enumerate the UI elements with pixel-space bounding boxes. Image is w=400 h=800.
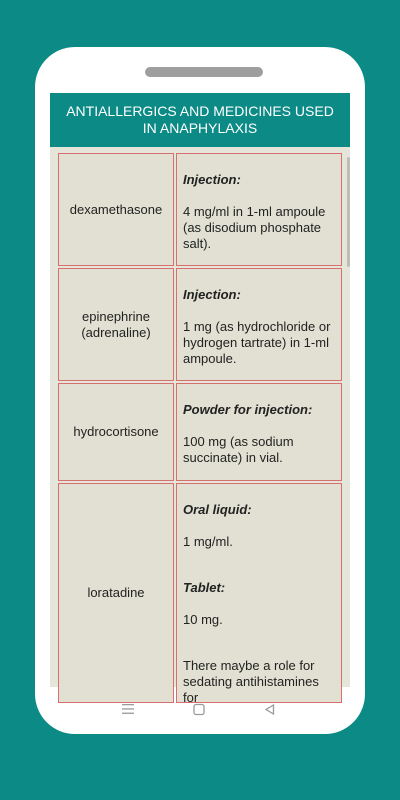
- table-row: [58, 383, 342, 481]
- medicine-name: hydrocortisone: [58, 383, 174, 481]
- medicine-details: [176, 153, 342, 266]
- medicine-name: epinephrine (adrenaline): [58, 268, 174, 381]
- navigation-bar: [35, 689, 365, 729]
- dosage-description: 4 mg/ml in 1-ml ampoule (as disodium phosphate salt).: [183, 204, 326, 251]
- scrollbar[interactable]: [347, 157, 350, 267]
- app-screen: [50, 93, 350, 705]
- table-row: [58, 268, 342, 381]
- dosage-form-label: Injection:: [183, 172, 241, 187]
- table-row: [58, 483, 342, 703]
- medicine-details: [176, 268, 342, 381]
- dosage-description: 1 mg (as hydrochloride or hydrogen tartrate) in 1-ml ampoule.: [183, 319, 331, 366]
- home-square-icon[interactable]: [192, 703, 206, 717]
- dosage-description: 1 mg/ml.: [183, 534, 233, 549]
- menu-icon[interactable]: [121, 703, 135, 715]
- medicine-table[interactable]: [50, 147, 350, 705]
- dosage-description: 10 mg.: [183, 612, 223, 627]
- page-title: ANTIALLERGICS AND MEDICINES USED IN ANAPHYLAXIS: [50, 93, 350, 147]
- medicine-name: dexamethasone: [58, 153, 174, 266]
- table-row: [58, 153, 342, 266]
- speaker-grille: [145, 67, 263, 77]
- dosage-form-label: Powder for injection:: [183, 402, 313, 417]
- back-triangle-icon[interactable]: [263, 703, 277, 717]
- dosage-form-label: Oral liquid:: [183, 502, 252, 517]
- note-text: There maybe a role for sedating antihistamines for: [183, 658, 319, 705]
- medicine-name: loratadine: [58, 483, 174, 703]
- dosage-description: 100 mg (as sodium succinate) in vial.: [183, 434, 294, 465]
- phone-frame: [35, 47, 365, 734]
- medicine-details: [176, 383, 342, 481]
- dosage-form-label: Tablet:: [183, 580, 226, 595]
- dosage-form-label: Injection:: [183, 287, 241, 302]
- medicine-details: [176, 483, 342, 703]
